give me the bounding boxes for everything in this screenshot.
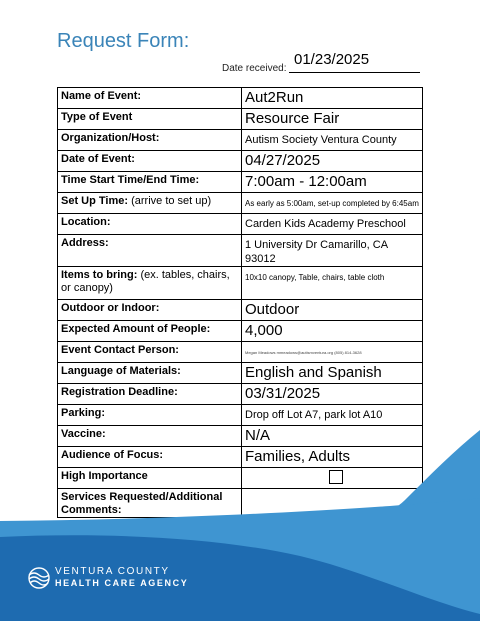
form-label: Organization/Host: bbox=[58, 130, 242, 151]
form-value[interactable]: Megan Meadows mmeadows@autismventura.org (805) 814-3628 bbox=[242, 342, 423, 363]
form-value[interactable]: 03/31/2025 bbox=[242, 384, 423, 405]
form-label: High Importance bbox=[58, 468, 242, 489]
date-received-label: Date received: bbox=[222, 63, 287, 74]
agency-name-line1: VENTURA COUNTY bbox=[55, 566, 170, 577]
form-value[interactable]: Families, Adults bbox=[242, 447, 423, 468]
form-value[interactable]: 7:00am - 12:00am bbox=[242, 172, 423, 193]
form-label-note: (ex. tables, chairs, or canopy) bbox=[61, 269, 230, 294]
form-label: Event Contact Person: bbox=[58, 342, 242, 363]
form-value[interactable]: 4,000 bbox=[242, 321, 423, 342]
form-label-note: (arrive to set up) bbox=[131, 195, 212, 207]
footer-light-wave bbox=[390, 430, 480, 510]
page-title: Request Form: bbox=[57, 30, 190, 52]
form-label: Time Start Time/End Time: bbox=[58, 172, 242, 193]
form-label: Date of Event: bbox=[58, 151, 242, 172]
form-label: Outdoor or Indoor: bbox=[58, 300, 242, 321]
form-label: Vaccine: bbox=[58, 426, 242, 447]
form-value[interactable]: English and Spanish bbox=[242, 363, 423, 384]
form-label-text: Items to bring: bbox=[61, 269, 138, 281]
agency-logo-text bbox=[55, 566, 188, 588]
form-label: Address: bbox=[58, 235, 242, 267]
form-value[interactable]: Carden Kids Academy Preschool bbox=[242, 214, 423, 235]
form-label: Location: bbox=[58, 214, 242, 235]
form-label: Type of Event bbox=[58, 109, 242, 130]
form-label: Registration Deadline: bbox=[58, 384, 242, 405]
form-label: Services Requested/Additional Comments: bbox=[58, 489, 242, 518]
form-value[interactable]: Drop off Lot A7, park lot A10 bbox=[242, 405, 423, 426]
form-value[interactable]: 10x10 canopy, Table, chairs, table cloth bbox=[242, 267, 423, 300]
date-received-value: 01/23/2025 bbox=[294, 51, 370, 68]
form-value[interactable]: Aut2Run bbox=[242, 88, 423, 109]
form-label: Audience of Focus: bbox=[58, 447, 242, 468]
form-label: Expected Amount of People: bbox=[58, 321, 242, 342]
form-value[interactable]: Autism Society Ventura County bbox=[242, 130, 423, 151]
form-label: Parking: bbox=[58, 405, 242, 426]
form-value[interactable]: Outdoor bbox=[242, 300, 423, 321]
form-label-text: Set Up Time: bbox=[61, 195, 129, 207]
form-label: Name of Event: bbox=[58, 88, 242, 109]
form-value[interactable]: N/A bbox=[242, 426, 423, 447]
form-value[interactable]: 1 University Dr Camarillo, CA 93012 bbox=[242, 235, 423, 267]
form-value[interactable]: Resource Fair bbox=[242, 109, 423, 130]
form-value[interactable]: 04/27/2025 bbox=[242, 151, 423, 172]
form-value[interactable]: As early as 5:00am, set-up completed by 6:45am bbox=[242, 193, 423, 214]
form-label: Language of Materials: bbox=[58, 363, 242, 384]
agency-name-line2: HEALTH CARE AGENCY bbox=[55, 578, 189, 588]
